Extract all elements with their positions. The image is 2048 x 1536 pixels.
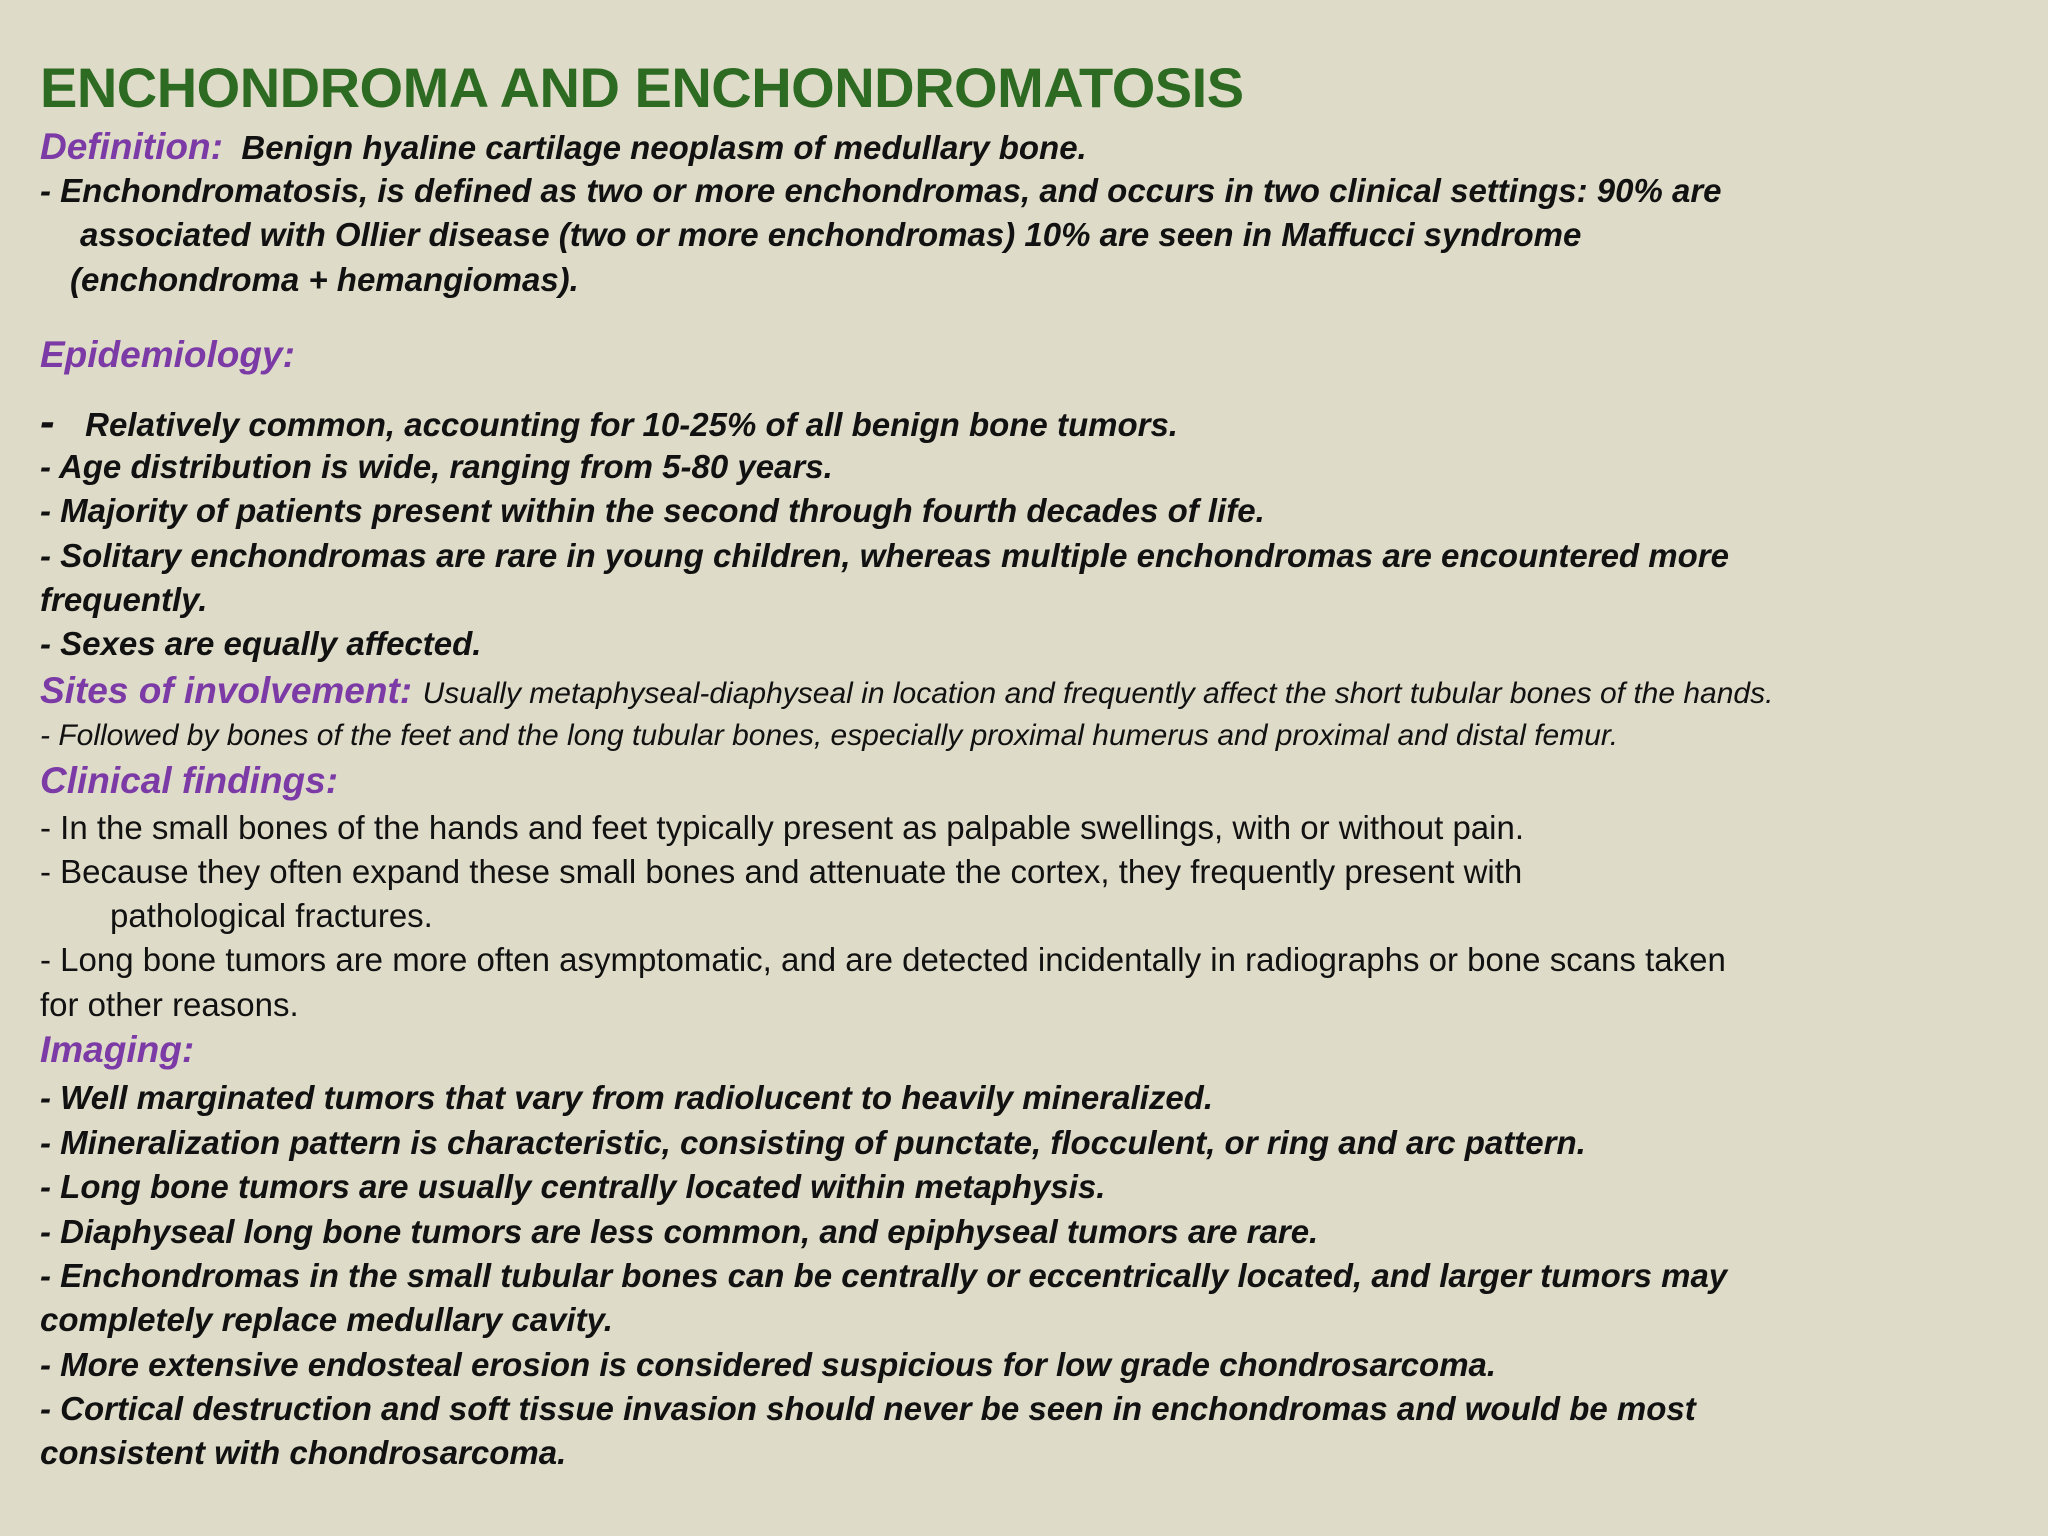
definition-line: (enchondroma + hemangiomas).	[70, 261, 579, 298]
imaging-item: consistent with chondrosarcoma.	[40, 1434, 567, 1471]
definition-row	[40, 128, 1087, 165]
clinical-item: - Long bone tumors are more often asymptomatic, and are detected incidentally in radiographs or bone scans taken	[40, 941, 1726, 978]
definition-line: associated with Ollier disease (two or more enchondromas) 10% are seen in Maffucci syndrome	[80, 216, 1582, 253]
clinical-item: pathological fractures.	[110, 897, 433, 934]
epidemiology-item: - Solitary enchondromas are rare in young children, whereas multiple enchondromas are encountered more	[40, 537, 1729, 574]
clinical-item: - Because they often expand these small bones and attenuate the cortex, they frequently present with	[40, 853, 1523, 890]
imaging-heading: Imaging:	[40, 1029, 195, 1070]
epidemiology-first-row	[40, 397, 1178, 446]
definition-text: Benign hyaline cartilage neoplasm of medullary bone.	[241, 129, 1087, 166]
imaging-item: - Enchondromas in the small tubular bones can be centrally or eccentrically located, and larger tumors may	[40, 1257, 1728, 1294]
epidemiology-item: - Majority of patients present within the second through fourth decades of life.	[40, 492, 1265, 529]
sites-heading: Sites of involvement:	[40, 670, 413, 711]
epidemiology-item: - Sexes are equally affected.	[40, 625, 482, 662]
imaging-item: - Long bone tumors are usually centrally located within metaphysis.	[40, 1168, 1106, 1205]
epidemiology-item: frequently.	[40, 581, 208, 618]
imaging-item: - Diaphyseal long bone tumors are less common, and epiphyseal tumors are rare.	[40, 1213, 1319, 1250]
imaging-item: - Cortical destruction and soft tissue invasion should never be seen in enchondromas and would be most	[40, 1390, 1696, 1427]
epidemiology-item: - Age distribution is wide, ranging from 5-80 years.	[40, 448, 833, 485]
imaging-item: completely replace medullary cavity.	[40, 1301, 613, 1338]
epidemiology-heading: Epidemiology:	[40, 334, 295, 375]
clinical-heading: Clinical findings:	[40, 760, 339, 801]
imaging-item: - Well marginated tumors that vary from radiolucent to heavily mineralized.	[40, 1079, 1213, 1116]
sites-line: - Followed by bones of the feet and the long tubular bones, especially proximal humerus and proximal and distal femur.	[40, 719, 1619, 752]
epidemiology-dash: -	[40, 397, 55, 446]
imaging-item: - More extensive endosteal erosion is considered suspicious for low grade chondrosarcoma.	[40, 1346, 1497, 1383]
clinical-item: - In the small bones of the hands and feet typically present as palpable swellings, with or without pain.	[40, 809, 1525, 846]
sites-row	[40, 672, 1773, 709]
page-title: ENCHONDROMA AND ENCHONDROMATOSIS	[40, 56, 1244, 119]
definition-line: - Enchondromatosis, is defined as two or more enchondromas, and occurs in two clinical settings: 90% are	[40, 172, 1722, 209]
sites-text: Usually metaphyseal-diaphyseal in location and frequently affect the short tubular bones of the hands.	[422, 677, 1774, 710]
epidemiology-item: Relatively common, accounting for 10-25% of all benign bone tumors.	[85, 406, 1178, 443]
clinical-item: for other reasons.	[40, 986, 299, 1023]
imaging-item: - Mineralization pattern is characteristic, consisting of punctate, flocculent, or ring and arc pattern.	[40, 1124, 1586, 1161]
definition-heading: Definition:	[40, 126, 223, 167]
